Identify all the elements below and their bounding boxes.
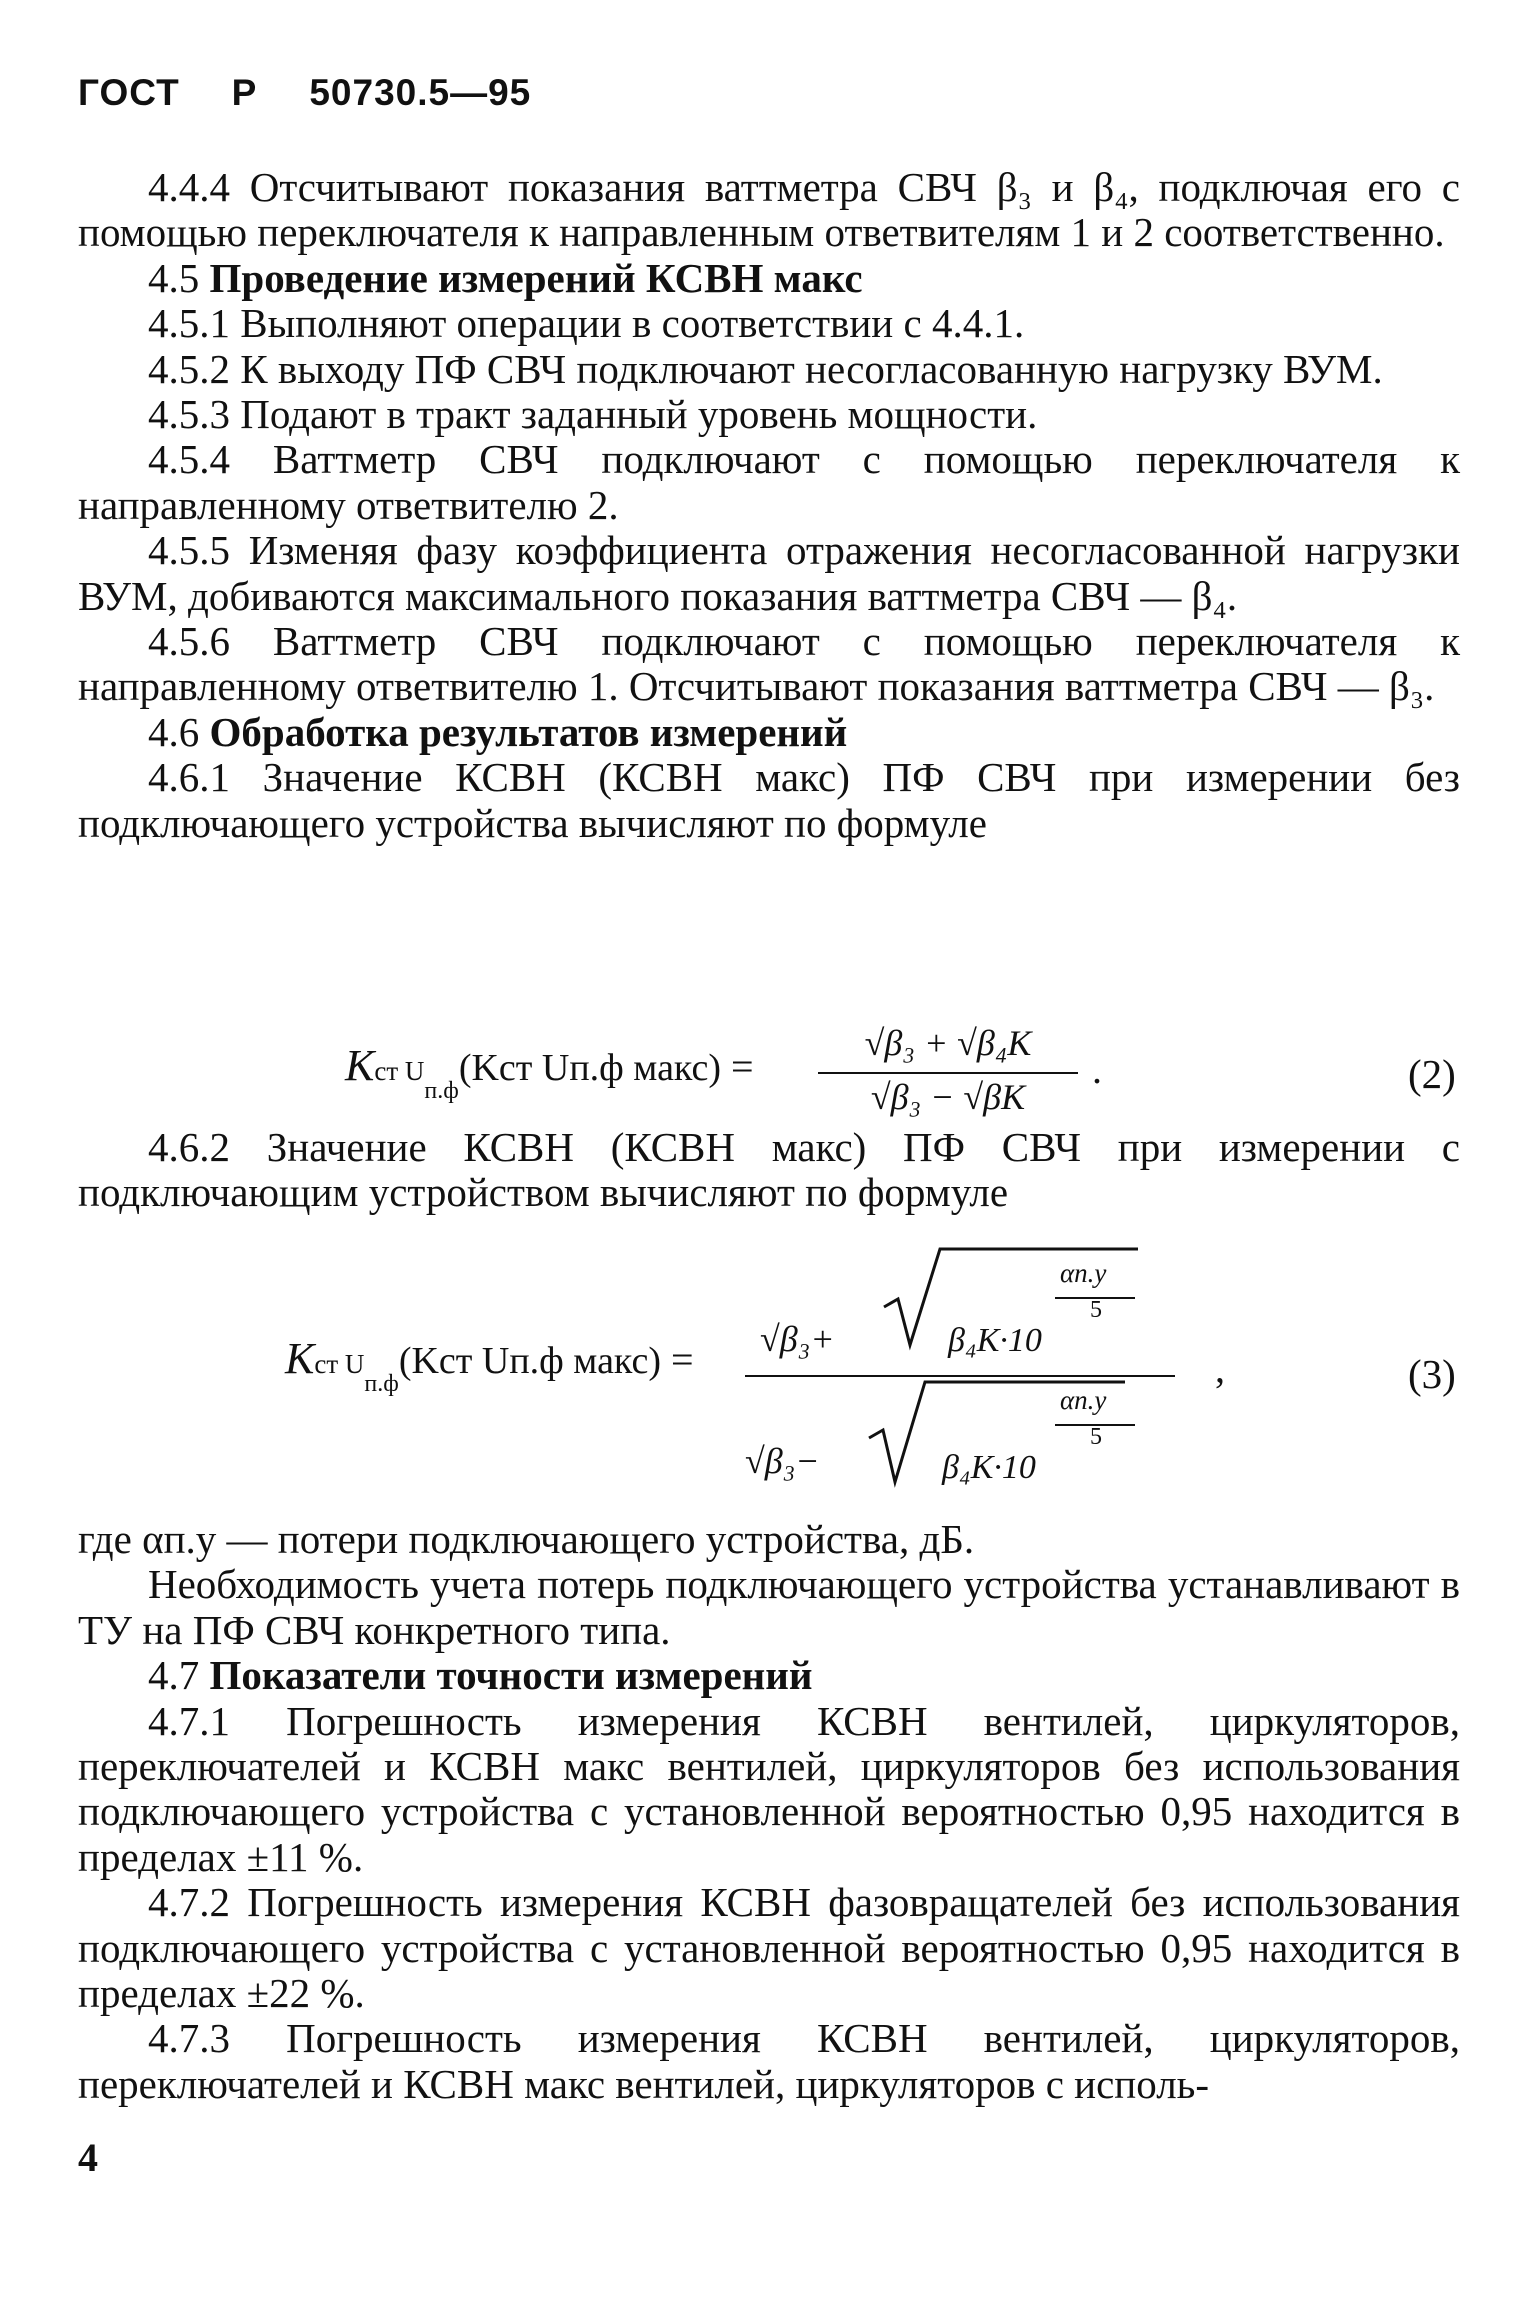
- header-category: Р: [231, 72, 258, 113]
- formula-3-comma: ,: [1215, 1346, 1225, 1391]
- para-4-5-3: 4.5.3 Подают в тракт заданный уровень мощности.: [148, 391, 1038, 438]
- para-4-5-6: 4.5.6 Ваттметр СВЧ подключают с помощью переключателя к направленному ответвителю 1. Отсчитывают показания ваттметра СВЧ — β₃.: [78, 618, 1460, 710]
- formula-2-dot: .: [1092, 1047, 1102, 1092]
- formula-2-numerator: √β₃ + √β₄K: [864, 1023, 1032, 1063]
- text-block-upper: [78, 165, 1460, 846]
- section-4-7-heading: 4.7 Показатели точности измерений: [148, 1652, 813, 1699]
- formula-3-exp-bottom-den: 5: [1090, 1424, 1102, 1450]
- para-4-7-3: 4.7.3 Погрешность измерения КСВН вентилей, циркуляторов, переключателей и КСВН макс вентилей, циркуляторов с исполь-: [78, 2015, 1460, 2107]
- formula-3-exp-bottom-num: 5: [1090, 1297, 1102, 1323]
- formula-3-inner-den: β₄K·10: [942, 1449, 1036, 1486]
- formula-3-numerator-root: √β₃+: [760, 1319, 835, 1359]
- para-necessity: Необходимость учета потерь подключающего устройства устанавливают в ТУ на ПФ СВЧ конкретного типа.: [78, 1561, 1460, 1653]
- formula-3-inner-num: β₄K·10: [948, 1322, 1042, 1359]
- formula-3-exp-top-den: αп.у: [1060, 1385, 1107, 1415]
- header-code: 50730.5—95: [309, 72, 532, 113]
- equation-number-2: (2): [1408, 1051, 1456, 1097]
- para-where: где αп.у — потери подключающего устройства, дБ.: [78, 1516, 975, 1562]
- para-4-6-2: 4.6.2 Значение КСВН (КСВН макс) ПФ СВЧ при измерении с подключающим устройством вычисляют по формуле: [78, 1124, 1460, 1216]
- document-header: [78, 72, 531, 114]
- formula-2-fraction-bar: [818, 1072, 1078, 1074]
- formula-2-denominator: √β₃ − √βK: [870, 1077, 1026, 1117]
- para-4-5-2: 4.5.2 К выходу ПФ СВЧ подключают несогласованную нагрузку ВУМ.: [148, 345, 1383, 392]
- para-4-7-1: 4.7.1 Погрешность измерения КСВН вентилей, циркуляторов, переключателей и КСВН макс вентилей, циркуляторов без использования подключающего устройства с установленной вероятностью 0,95 находится в пределах ±11 %.: [78, 1697, 1460, 1880]
- header-standard: ГОСТ: [78, 72, 180, 113]
- formula-3-fraction-bar: [745, 1375, 1175, 1377]
- text-block-lower: [78, 1517, 1460, 2107]
- para-4-5-1: 4.5.1 Выполняют операции в соответствии с 4.4.1.: [148, 300, 1025, 347]
- formula-3-exp-top-num: αп.у: [1060, 1258, 1107, 1288]
- page-number: 4: [78, 2135, 98, 2180]
- para-4-7-2: 4.7.2 Погрешность измерения КСВН фазовращателей без использования подключающего устройства с установленной вероятностью 0,95 находится в пределах ±22 %.: [78, 1879, 1460, 2017]
- equation-number-3: (3): [1408, 1351, 1456, 1397]
- formula-3: Kст $U_{п.ф}(Kст$ Uп.ф макс) =: [285, 1334, 694, 1397]
- para-4-5-5: 4.5.5 Изменяя фазу коэффициента отражения несогласованной нагрузки ВУМ, добиваются максимального показания ваттметра СВЧ — β₄.: [78, 527, 1460, 619]
- para-4-4-4: 4.4.4 Отсчитывают показания ваттметра СВЧ β₃ и β₄, подключая его с помощью переключателя к направленным ответвителям 1 и 2 соответственно.: [78, 164, 1460, 256]
- formula-3-denominator-root: √β₃−: [745, 1441, 820, 1481]
- section-4-5-heading: 4.5 Проведение измерений КСВН макс: [148, 254, 863, 301]
- para-4-6-1: 4.6.1 Значение КСВН (КСВН макс) ПФ СВЧ при измерении без подключающего устройства вычисляют по формуле: [78, 754, 1460, 846]
- text-block-4-6-2: [78, 1125, 1460, 1216]
- section-4-6-heading: 4.6 Обработка результатов измерений: [148, 708, 848, 755]
- formula-2: Kст $U_{п.ф}(Kст$ Uп.ф макс) =: [345, 1041, 754, 1104]
- para-4-5-4: 4.5.4 Ваттметр СВЧ подключают с помощью переключателя к направленному ответвителю 2.: [78, 436, 1460, 528]
